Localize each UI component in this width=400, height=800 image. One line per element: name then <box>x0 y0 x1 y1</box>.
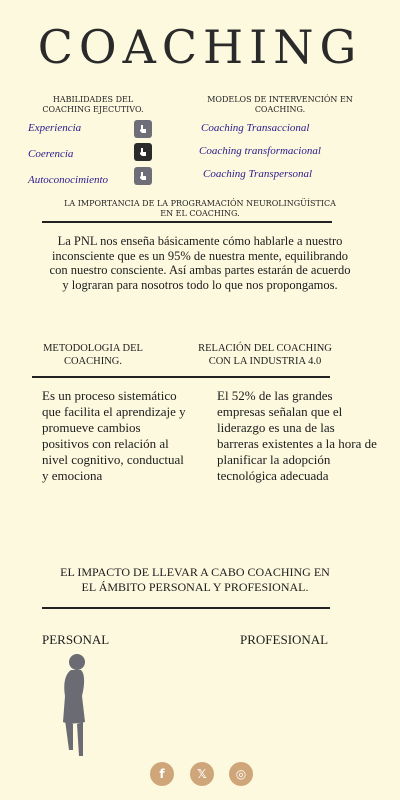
skills-heading: HABILIDADES DEL COACHING EJECUTIVO. <box>42 95 144 114</box>
skill-item: Autoconocimiento <box>28 174 109 186</box>
hand-pointer-icon[interactable] <box>134 120 152 138</box>
page-title: COACHING <box>37 20 363 74</box>
pnl-text: La PNL nos enseña básicamente cómo hablarle a nuestro inconsciente que es un 95% de nuestra mente, equilibrando con nuestro consciente. Así ambas partes estarán de acuerdo y lograran para nosotros todo lo que nos propongamos. <box>49 234 351 292</box>
relation-heading: RELACIÓN DEL COACHING CON LA INDUSTRIA 4.0 <box>198 343 332 367</box>
x-icon[interactable]: 𝕏 <box>190 762 214 786</box>
methodology-text: Es un proceso sistemático que facilita el aprendizaje y promueve cambios positivos con relación al nivel cognitivo, conductual y emociona <box>42 388 186 483</box>
relation-text: El 52% de las grandes empresas señalan que el liderazgo es una de las barreras existentes a la hora de planificar la adopción tecnológica adecuada <box>217 388 377 483</box>
model-item: Coaching Transaccional <box>201 122 310 134</box>
impact-heading: EL IMPACTO DE LLEVAR A CABO COACHING EN EL ÁMBITO PERSONAL Y PROFESIONAL. <box>60 565 330 594</box>
models-heading: MODELOS DE INTERVENCIÓN EN COACHING. <box>207 95 353 114</box>
divider <box>42 221 332 223</box>
professional-label: PROFESIONAL <box>240 632 329 647</box>
pnl-heading: LA IMPORTANCIA DE LA PROGRAMACIÓN NEUROLINGÜÍSTICA EN EL COACHING. <box>64 199 336 218</box>
instagram-icon[interactable]: ◎ <box>229 762 253 786</box>
hand-pointer-icon[interactable] <box>134 143 152 161</box>
methodology-heading: METODOLOGIA DEL COACHING. <box>43 343 143 367</box>
divider <box>32 376 330 378</box>
skill-item: Experiencia <box>28 122 82 134</box>
facebook-icon[interactable]: f <box>150 762 174 786</box>
skill-item: Coerencia <box>28 148 74 160</box>
woman-silhouette-icon <box>55 652 105 760</box>
hand-pointer-icon[interactable] <box>134 167 152 185</box>
model-item: Coaching transformacional <box>199 145 321 157</box>
model-item: Coaching Transpersonal <box>203 168 313 180</box>
personal-label: PERSONAL <box>42 632 110 647</box>
divider <box>42 607 330 609</box>
